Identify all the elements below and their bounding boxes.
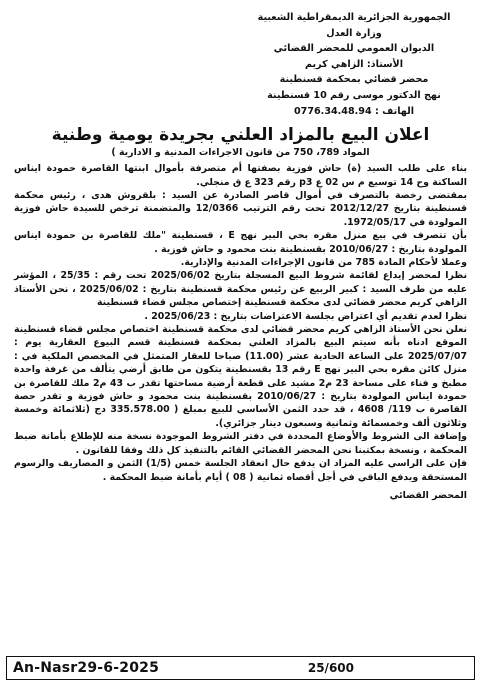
- letterhead-line: وزارة العدل: [326, 27, 382, 39]
- body-paragraph: بناء على طلب السيد (ة) حاش فوزية بصفتها أم متصرفة بأموال ابنتها القاصرة حمودة ايناس الساكنة وح 14 توسيع م س 02 ع p3 رقم 323 ع ق منجلي.: [14, 163, 467, 188]
- letterhead-line: نهج الدكتور موسى رقم 10 قسنطينة: [267, 89, 441, 101]
- letterhead-line: الأستاذ: الزاهي كريم: [304, 58, 403, 70]
- signoff: المحضر القضائي: [389, 489, 467, 501]
- letterhead-phone: الهاتف : 0776.34.48.94: [293, 105, 415, 117]
- announcement-body: [14, 162, 467, 484]
- newspaper-footer: [6, 656, 475, 680]
- body-paragraph: وعملا لأحكام المادة 785 من قانون الإجراءات المدنية والإدارية.: [180, 257, 467, 268]
- letterhead-line: محضر قضائي بمحكمة قسنطينة: [279, 74, 429, 86]
- body-paragraph: فإن على الراسي عليه المزاد ان يدفع حال انعقاد الجلسة خمس (1/5) الثمن و المصاريف والرسوم المستحقة ويدفع الباقي في أجل أقصاه ثمانية ( 08 ) أيام بأمانة ضبط المحكمة .: [14, 458, 467, 483]
- letterhead-line: الجمهورية الجزائرية الديمقراطية الشعبية: [257, 12, 451, 23]
- legal-reference: المواد 789، 750 من قانون الاجراءات المدنية و الادارية ): [111, 147, 370, 159]
- body-paragraph: نظرا لعدم تقديم أي اعتراض بجلسة الاعتراضات بتاريخ : 2025/06/23 .: [144, 310, 467, 322]
- newspaper-date: An-Nasr29-6-2025: [13, 660, 160, 676]
- ad-reference-number: 25/600: [307, 661, 354, 675]
- body-paragraph: نعلن نحن الأستاذ الزاهي كريم محضر قضائي لدى محكمة قسنطينة اختصاص مجلس قضاء قسنطينة الموقع ادناه بأنه سيتم البيع بالمزاد العلني بمحكمة قسنطينة قسم البيوع العقارية يوم : 2025/07/07 على الساعة الحادية عشر (11.00) صباحا للعقار المتمثل في المخصص الملكية في : منزل كائن مقره بحي البير نهج E رقم 13 بقسنطينة يتكون من طابق أرضي يتألف من غرفة واحدة مطبخ و فناء على مساحة 23 م2 مشيد على قطعة أرضية مساحتها تقدر ب 43 م2 ملك للقاصرة بن حمودة ايناس المولودة بتاريخ : 2010/06/27 بقسنطينة بنت محمود و حاش فوزية و تقدر حصة القاصرة ب 119/ 4608 ، قد حدد الثمن الأساسي للبيع بمبلغ ( 335.578.00 دج (ثلاثمائة وخمسة وثلاثون ألف وخمسمائة وثمانية وسبعون دينار جزائري).: [14, 324, 468, 429]
- body-paragraph: نظرا لمحضر إيداع لقائمة شروط البيع المسجلة بتاريخ 2025/06/02 تحت رقم : 25/35 ، المؤشر عليه من طرف السيد : كبير الربيع عن رئيس محكمة قسنطينة بتاريخ : 2025/06/02 ، نحن الأستاذ الزاهي كريم محضر قضائي لدى محكمة قسنطينة إختصاص مجلس قضاء قسنطينة: [14, 270, 467, 309]
- letterhead-line: الديوان العمومي للمحضر القضائي: [273, 43, 435, 55]
- body-paragraph: بمقتضى رخصة بالتصرف في أموال قاصر الصادرة عن السيد : بلقروش هدى ، رئيس محكمة قسنطينة بتاريخ 2012/12/27 تحت رقم الترتيب 12/0366 والمتضمنة ترخص للسيدة حاش فوزية المولودة في 1972/05/17.: [14, 189, 468, 228]
- body-paragraph: بأن تتصرف في بيع منزل مقره بحي البير نهج E ، قسنطينة "ملك للقاصرة بن حمودة ايناس المولودة بتاريخ : 2010/06/27 بقسنطينة بنت محمود و حاش فوزية .: [14, 230, 467, 255]
- announcement-title: اعلان البيع بالمزاد العلني بجريدة يومية وطنية: [51, 125, 430, 146]
- bailiff-letterhead: [234, 10, 474, 119]
- body-paragraph: وإضافة الى الشروط والأوضاع المحددة في دفتر الشروط الموجودة نسخة منه للإطلاع بأمانة ضبط المحكمة ، ونسخة بمكتبنا نحن المحضر القضائي القائم بالتنفيذ كل ذلك وفقا للقانون .: [14, 431, 467, 456]
